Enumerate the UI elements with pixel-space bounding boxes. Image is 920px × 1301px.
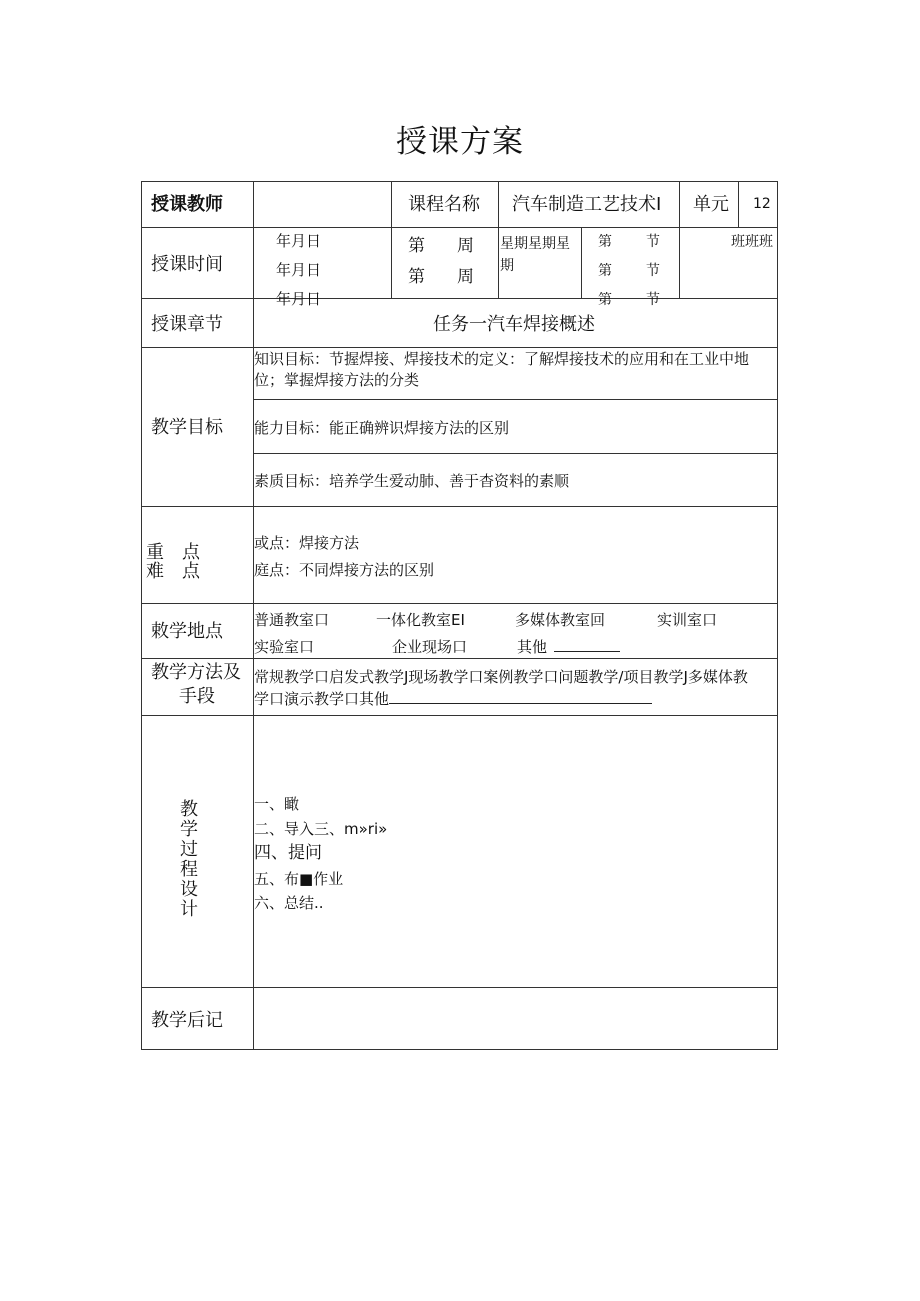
date-cell — [254, 228, 390, 308]
week-di: 第 — [408, 236, 425, 256]
afterword-label: 教学后记 — [151, 1010, 223, 1031]
section-di: 第 — [598, 234, 612, 250]
week-zhou: 周 — [457, 236, 474, 256]
process-label-char: 计 — [180, 899, 198, 920]
location-other-blank — [554, 637, 620, 652]
weekday-text: 星期星期星期 — [500, 236, 570, 274]
methods-options-cont — [254, 689, 652, 709]
methods-options-text: 学口演示教学口其他 — [254, 690, 390, 708]
location-option: 企业现场口 — [392, 638, 468, 656]
objectives-label: 教学目标 — [151, 417, 223, 438]
section-jie: 节 — [646, 292, 660, 308]
process-label-char: 过 — [180, 839, 198, 860]
chapter-label: 授课章节 — [151, 314, 223, 335]
section-cell — [582, 228, 678, 308]
process-step: 六、总结.. — [254, 894, 324, 912]
class-text: 班班班 — [731, 234, 773, 250]
process-step: 一、瞰 — [254, 795, 300, 813]
week-di: 第 — [408, 267, 425, 287]
process-label-char: 教 — [180, 799, 198, 820]
section-jie: 节 — [646, 263, 660, 279]
location-option: 多媒体教室回 — [515, 611, 606, 629]
process-step: 二、导入三、m»ri» — [254, 820, 388, 838]
course-label: 课程名称 — [408, 194, 480, 215]
teacher-label: 授课教师 — [151, 194, 223, 215]
methods-options: 常规教学口启发式教学J现场教学口案例教学口问题教学/项目教学J多媒体教 — [254, 668, 748, 686]
quality-objective: 素质目标：培养学生爱动肺、善于杳资料的素顺 — [254, 472, 570, 490]
location-label: 敕学地点 — [151, 621, 223, 642]
methods-label: 教学方法及 — [151, 662, 241, 683]
difficult-point: 庭点：不同焊接方法的区别 — [254, 561, 435, 579]
ability-objective: 能力目标：能正确辨识焊接方法的区别 — [254, 419, 510, 437]
page-title: 授课方案 — [396, 124, 524, 160]
key-point: 或点：焊接方法 — [254, 534, 360, 552]
difficult-label: 难 点 — [146, 561, 200, 582]
unit-label: 单元 — [693, 194, 729, 215]
section-di: 第 — [598, 263, 612, 279]
knowledge-objective-cont: 位；掌握焊接方法的分类 — [254, 371, 420, 389]
methods-other-blank — [389, 689, 652, 704]
process-step: 五、布■作业 — [254, 870, 344, 888]
process-label-char: 设 — [180, 879, 198, 900]
unit-value: 12 — [753, 196, 771, 212]
location-option: 实训室口 — [657, 611, 718, 629]
location-option: 一体化教室EI — [376, 611, 465, 629]
course-value: 汽车制造工艺技术I — [512, 194, 662, 215]
methods-label-cont: 手段 — [179, 686, 215, 707]
location-option: 普通教室口 — [254, 611, 330, 629]
week-zhou: 周 — [457, 267, 474, 287]
location-other-label: 其他 — [517, 638, 548, 656]
location-option: 实验室口 — [254, 638, 315, 656]
process-label-char: 学 — [180, 819, 198, 840]
date-line: 年月日 — [276, 261, 322, 279]
chapter-value: 任务一汽车焊接概述 — [433, 314, 595, 335]
knowledge-objective: 知识目标：节握焊接、焊接技术的定义：了解焊接技术的应用和在工业中地 — [254, 350, 750, 368]
date-line: 年月日 — [276, 290, 322, 308]
key-label: 重 点 — [146, 542, 200, 563]
process-label-char: 程 — [180, 859, 198, 880]
location-option — [517, 637, 620, 657]
time-label: 授课时间 — [151, 254, 223, 275]
section-di: 第 — [598, 292, 612, 308]
process-step: 四、提问 — [254, 843, 322, 863]
section-jie: 节 — [646, 234, 660, 250]
process-label — [179, 800, 199, 920]
date-line: 年月日 — [276, 232, 322, 250]
